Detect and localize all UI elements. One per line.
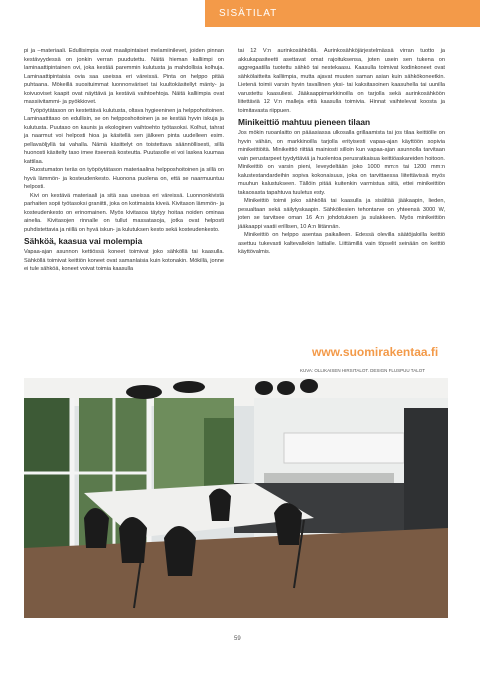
article-column-right [238,47,445,257]
section-tab [205,0,480,27]
paragraph: Vapaa-ajan asunnon kettiössä koneet toimivat joko sähköllä tai kaasulla. Sähköllä toimivat keittiön koneet ovat samanlaisia kuin kotonakin. Mökillä, jonne ei tule sähköä, koneet voivat toimia kaasulla [24,249,224,272]
kitchen-dining-photo [24,378,448,618]
photo-credit: KUVA: OLLIKAISEN HIRSITALOT. DESIGN FLUSPUU TALOT [300,368,425,373]
paragraph: pi ja –materiaali. Edullisimpia ovat maalipintaiset melamiinilevet, joiden pinnan kestävyydessä on jonkin verran puudutettu. Näitä hieman kalliimpi on laminaattipintainen ovi, joka kestää paremmin kulutusta ja mahdollisia kolhuja. Laminaattipintaisia ovia saa useissa eri väreissä. Pinta on helppo pitää puhtaana. Mökeillä suosituimmat luonnonväriset tai kuultokäsitellyt mänty- ja koivuoviset kaapit ovat näyttävä ja kestävä vaihtoehtoja. Näitä kalliimpia ovat massiivitammi- ja pyökkiovet. [24,48,224,105]
paragraph: tai 12 V:n aurinkosähköllä. Aurinkosähköjärjestelmässä virran tuotto ja akkukapasiteetti asettavat omat rajoituksensa, joten usein sen tukena on aggregaatilla tuotettu sähkö tai nestekaasu. Kaasulla toimivat kodinkoneet ovat sähkölaitteita kalliimpia, mutta ajavat muuten saman asian kuin sähkökoneetkin. Lietenä toimii varsin hyvin tavallinen yksi- tai kaksitasoinen kaasuhella tai uunilla varustettu kaasuliesi. Jääkaappimarkkinoilla on tarjolla sekä aurinkosähköön liitettäviä 12 V:n malleja että kaasulla toimivia. Hinnat vaihtelevat koosta ja toimitavasta riippuen. [238,48,445,114]
article-column-left [24,47,224,274]
paragraph: Minikeittiö on helppo asentaa paikalleen. Edessä olevilla säätöjaloilla keittiö asettuu tukevasti kaltevallekin lattialle. Liittämillä vain töpselit seinään on keittiö käyttövalmis. [238,232,445,255]
page-number: 59 [234,636,241,642]
section-tab-label: SISÄTILAT [219,8,278,19]
paragraph: Jos mökin ruoanlaitto on pääasiassa ulkosalla grillaamista tai jos tilaa keittiölle on hyvin vähän, on markkinoilla tarjolla erityisesti vapaa-ajan käyttöön sopivia minikeittiöitä. Minikeittiö riittää mainiosti silloin kun vapaa-ajan asunnolla tarvitaan vain perustarpeet tyydyttäviä ja huolentoa perusratkaisua keittiöaskareiden hoitoon. Minikeittiö on varsin pieni, leveydeltään joko 1000 mm:n tai 1200 mm:n kalustestandardeihin sopiva kokonaisuus, joka on tarvittaessa liitettävissä myös muuhun kalustukseen. Tällöin pitää kuitenkin varmistua siitä, ettei minikeittiön takaosasta tapahtuva tuuletus esty. [238,130,445,196]
paragraph: Minikeittiö toimii joko sähköllä tai kaasulla ja sisältää jääkaapin, lieden, pesualtaan sekä säilytyskaapin. Sähköliesien tehontarve on yhteensä 3000 W, joten se tarvitsee oman 16 A:n johdotuksen ja sulakkeen. Myös minikeittiön jääkaappi vaatii erillisen, 10 A:n liitännän. [238,198,445,230]
paragraph: Ruostumaton teräs on työpöytätason materiaalina helpposhoitoinen ja sillä on hyvä lämmön- ja kosteudenkesto. Huonona puolena on, että se naarmuuntuu helposti. [24,167,224,190]
section-heading: Sähköä, kaasua vai molempia [24,236,143,246]
paragraph: Työpöytätason on kestettävä kulutusta, oltava hygieeninen ja helppohoitoinen. Laminaattitaso on edullisin, se on helpposhoitoinen ja se kestää hyvin iskuja ja kulutusta. Puutaso on kaunis ja ekologinen vaihtoehto työtasoksi. Kolhut, tahrat ja naarmut voi helposti hioa ja käsitellä sen jälkeen pinta uudelleen esim. pellavaöljyllä tai vahalla. Nämä käsittelyt on toistettava säännöllisesti, sillä huonosti käsitelty taso imee itseensä kosteutta. Puutasolle ei voi laskea kuumaa kattilaa. [24,107,224,165]
section-heading: Minikeittiö mahtuu pieneen tilaan [238,117,371,127]
website-link[interactable]: www.suomirakentaa.fi [312,345,439,359]
paragraph: Kivi on kestävä materiaali ja sitä saa useissa eri väreissä. Luonnonkivistä parhaiten sopii työtasoksi graniitti, joka on kotimaista kiveä. Kivitason lämmön- ja kosteudenkesto on erinomainen. Myös kivitasoa täytyy hoitaa noiden ominaa ainelia. Kivitasojen rinnalle on tullut massatasoja, jotka ovat helposti puhdistettavia ja niillä on hyvä iskun- ja kulutuksen kesto sekä kosteudenkesto. [24,192,224,233]
